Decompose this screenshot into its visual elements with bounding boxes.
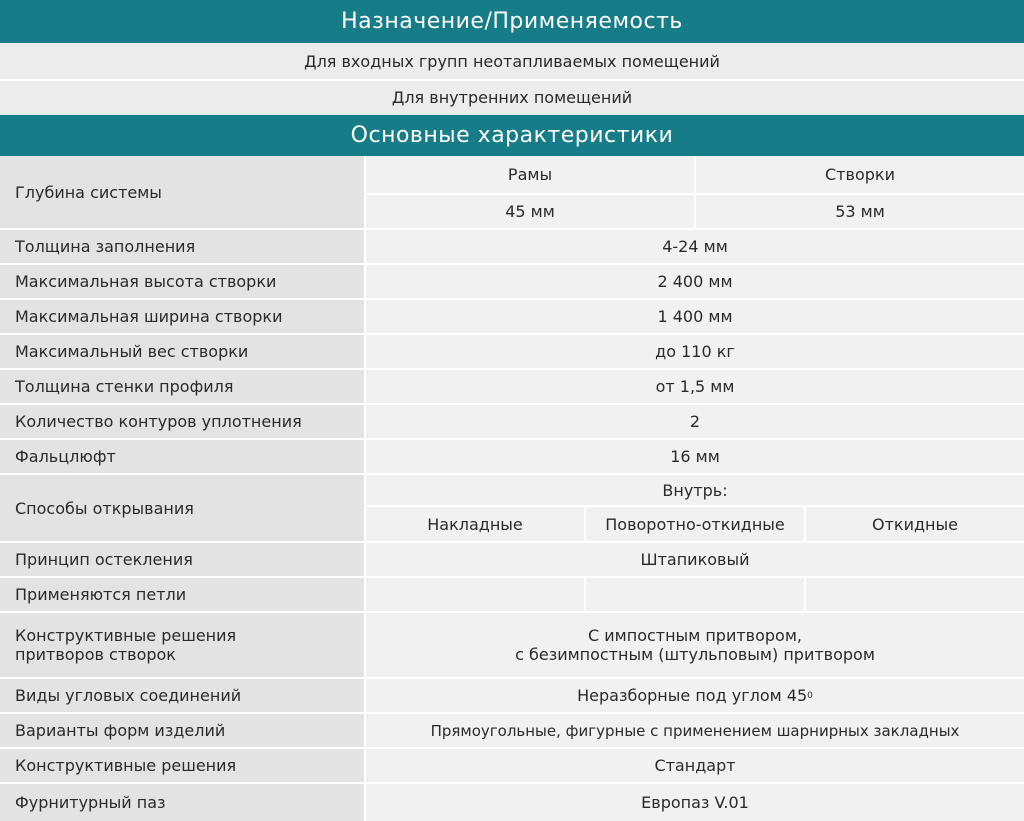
glazing-label: Принцип остекления <box>0 543 364 576</box>
opening-type: Откидные <box>806 507 1024 541</box>
hinges-cell <box>586 578 804 611</box>
row-value: 2 <box>366 405 1024 438</box>
opening-type: Накладные <box>366 507 584 541</box>
glazing-value: Штапиковый <box>366 543 1024 576</box>
sashes-label: Створки <box>696 156 1024 193</box>
corner-value-text: Неразборные под углом 45 <box>577 686 808 705</box>
row-label: Количество контуров уплотнения <box>0 405 364 438</box>
row-value: от 1,5 мм <box>366 370 1024 403</box>
rebate-label-line: Конструктивные решения <box>15 626 237 645</box>
row-label: Фальцлюфт <box>0 440 364 473</box>
row-label: Максимальная ширина створки <box>0 300 364 333</box>
row-label: Толщина заполнения <box>0 230 364 263</box>
row-value: до 110 кг <box>366 335 1024 368</box>
row-value: 16 мм <box>366 440 1024 473</box>
corner-label: Виды угловых соединений <box>0 679 364 712</box>
opening-heading: Внутрь: <box>366 475 1024 505</box>
rebate-value-line: с безимпостным (штульповым) притвором <box>515 645 875 664</box>
rebate-label <box>0 613 364 677</box>
row-value: 4-24 мм <box>366 230 1024 263</box>
row-value: 2 400 мм <box>366 265 1024 298</box>
hinges-cell <box>806 578 1024 611</box>
rebate-label-line: притворов створок <box>15 645 176 664</box>
depth-label: Глубина системы <box>0 156 364 228</box>
groove-label: Фурнитурный паз <box>0 784 364 821</box>
opening-label: Способы открывания <box>0 475 364 541</box>
rebate-value <box>366 613 1024 677</box>
design-label: Конструктивные решения <box>0 749 364 782</box>
row-label: Максимальный вес створки <box>0 335 364 368</box>
shapes-label: Варианты форм изделий <box>0 714 364 747</box>
characteristics-header: Основные характеристики <box>0 115 1024 156</box>
groove-value: Европаз V.01 <box>366 784 1024 821</box>
purpose-line: Для входных групп неотапливаемых помещений <box>0 43 1024 80</box>
sashes-value: 53 мм <box>696 195 1024 228</box>
rebate-value-line: С импостным притвором, <box>588 626 802 645</box>
row-label: Толщина стенки профиля <box>0 370 364 403</box>
hinges-cell <box>366 578 584 611</box>
row-label: Максимальная высота створки <box>0 265 364 298</box>
design-value: Стандарт <box>366 749 1024 782</box>
frames-label: Рамы <box>366 156 694 193</box>
corner-value <box>366 679 1024 712</box>
purpose-line: Для внутренних помещений <box>0 81 1024 115</box>
degree-mark: 0 <box>807 690 813 701</box>
shapes-value: Прямоугольные, фигурные с применением шарнирных закладных <box>366 714 1024 747</box>
frames-value: 45 мм <box>366 195 694 228</box>
purpose-header: Назначение/Применяемость <box>0 0 1024 43</box>
row-value: 1 400 мм <box>366 300 1024 333</box>
hinges-label: Применяются петли <box>0 578 364 611</box>
opening-type: Поворотно-откидные <box>586 507 804 541</box>
